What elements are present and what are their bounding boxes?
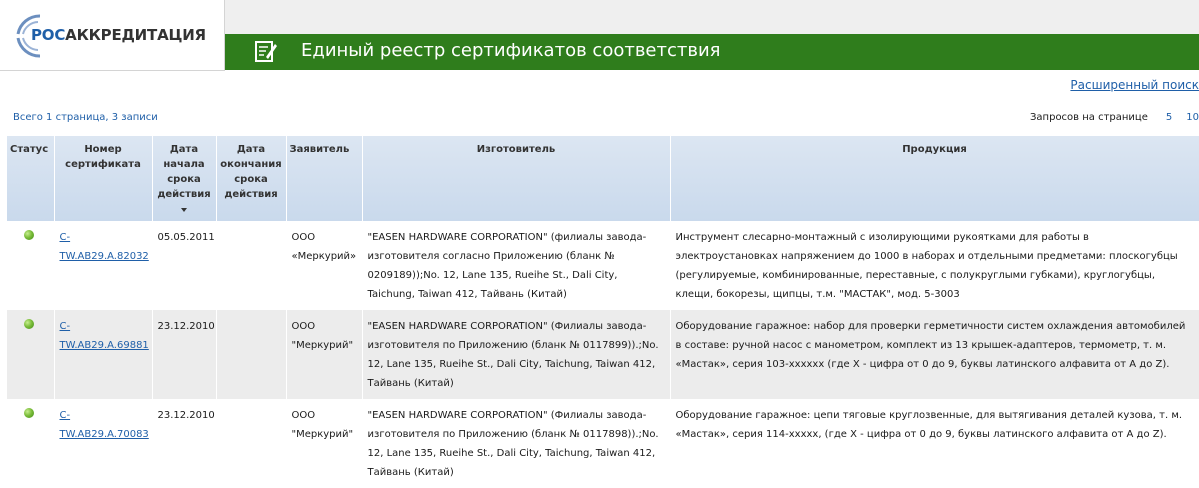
status-active-icon [24, 408, 34, 418]
cell-number [54, 310, 152, 399]
logo-akk: АККРЕДИТАЦИЯ [65, 26, 206, 44]
col-number[interactable]: Номер сертификата [54, 136, 152, 221]
cell-applicant: ООО "Меркурий" [286, 310, 362, 399]
per-page-label: Запросов на странице [1030, 112, 1148, 123]
cell-end [216, 310, 286, 399]
pager-info: Всего 1 страница, 3 записи [13, 112, 158, 123]
cell-start: 05.05.2011 [152, 221, 216, 310]
status-active-icon [24, 319, 34, 329]
certificate-link[interactable]: C-TW.AB29.A.70083 [59, 410, 149, 440]
top-strip [225, 0, 1199, 34]
cell-status [7, 221, 54, 310]
cell-number [54, 399, 152, 488]
cell-start: 23.12.2010 [152, 399, 216, 488]
per-page-option-10[interactable]: 10 [1186, 112, 1199, 123]
cell-product: Инструмент слесарно-монтажный с изолирующими рукоятками для работы в электроустановках напряжением до 1000 в наборах и отдельными предметами: плоскогубцы (регулируемые, комбинированные, переставные, с полукруглыми губками), круглогубцы, клещи, бокорезы, щипцы, т.м. "МАСТАК", мод. 5-3003 [670, 221, 1199, 310]
cell-number [54, 221, 152, 310]
logo-text [31, 26, 206, 44]
cell-applicant: ООО «Меркурий» [286, 221, 362, 310]
col-start-label: Дата начала срока действия [157, 144, 211, 200]
document-edit-icon [253, 38, 279, 64]
certificates-table [7, 136, 1199, 488]
cell-manufacturer: "EASEN HARDWARE CORPORATION" (филиалы завода-изготовителя согласно Приложению (бланк № 0209189));No. 12, Lane 135, Rueihe St., Dali City, Taichung, Taiwan 412, Тайвань (Китай) [362, 221, 670, 310]
cell-product: Оборудование гаражное: цепи тяговые круглозвенные, для вытягивания деталей кузова, т. м. «Мастак», серия 114-xxxxx, (где X - цифра от 0 до 9, буквы латинского алфавита от A до Z). [670, 399, 1199, 488]
col-end[interactable]: Дата окончания срока действия [216, 136, 286, 221]
cell-end [216, 399, 286, 488]
cell-status [7, 310, 54, 399]
cell-status [7, 399, 54, 488]
logo[interactable] [0, 0, 225, 71]
page-title: Единый реестр сертификатов соответствия [301, 40, 721, 61]
table-row [7, 221, 1199, 310]
cell-manufacturer: "EASEN HARDWARE CORPORATION" (Филиалы завода-изготовителя по Приложению (бланк № 0117899)).;No. 12, Lane 135, Rueihe St., Dali City, Taichung, Taiwan 412, Тайвань (Китай) [362, 310, 670, 399]
per-page-selector [1030, 112, 1199, 123]
certificate-link[interactable]: C-TW.AB29.A.82032 [59, 232, 149, 262]
status-active-icon [24, 230, 34, 240]
col-applicant[interactable]: Заявитель [286, 136, 362, 221]
advanced-search-link[interactable]: Расширенный поиск [1070, 78, 1199, 92]
col-manufacturer[interactable]: Изготовитель [362, 136, 670, 221]
table-header [7, 136, 1199, 221]
col-product[interactable]: Продукция [670, 136, 1199, 221]
site-header [0, 0, 1199, 72]
cell-end [216, 221, 286, 310]
cell-manufacturer: "EASEN HARDWARE CORPORATION" (Филиалы завода-изготовителя по Приложению (бланк № 0117898)).;No. 12, Lane 135, Rueihe St., Dali City, Taichung, Taiwan 412, Тайвань (Китай) [362, 399, 670, 488]
logo-ros: РОС [31, 26, 66, 44]
cell-product: Оборудование гаражное: набор для проверки герметичности систем охлаждения автомобилей в составе: ручной насос с манометром, комплект из 13 крышек-адаптеров, термометр, т. м. «Мастак», серия 103-xxxxxx (где X - цифра от 0 до 9, буквы латинского алфавита от A до Z). [670, 310, 1199, 399]
certificate-link[interactable]: C-TW.AB29.A.69881 [59, 321, 149, 351]
col-status[interactable]: Статус [7, 136, 54, 221]
col-start[interactable] [152, 136, 216, 221]
cell-applicant: ООО "Меркурий" [286, 399, 362, 488]
title-bar [225, 34, 1199, 70]
sort-desc-icon [181, 208, 187, 212]
per-page-option-5[interactable]: 5 [1165, 112, 1173, 123]
table-row [7, 399, 1199, 488]
cell-start: 23.12.2010 [152, 310, 216, 399]
table-row [7, 310, 1199, 399]
